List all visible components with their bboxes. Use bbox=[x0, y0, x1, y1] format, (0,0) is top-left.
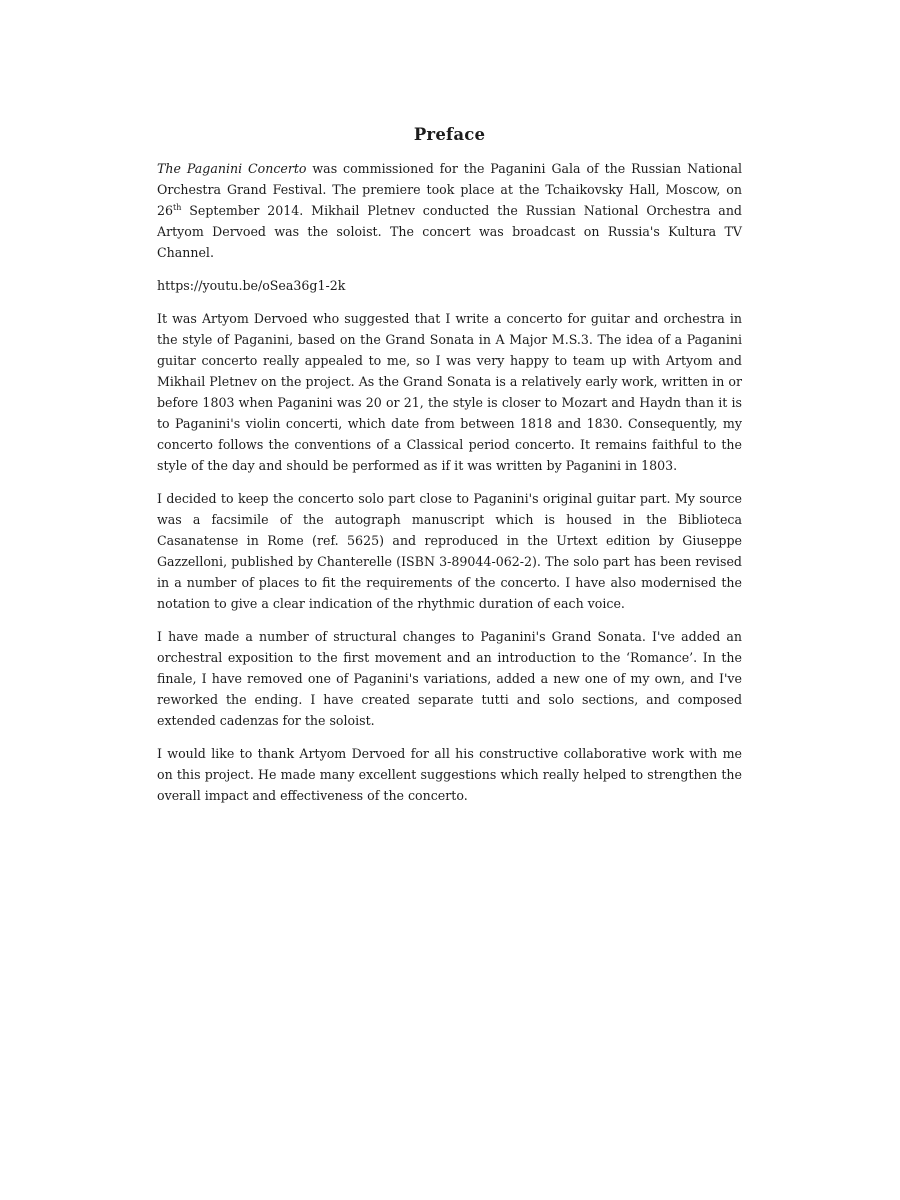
paragraph-commission bbox=[157, 159, 742, 264]
video-link[interactable]: https://youtu.be/oSea36g1-2k bbox=[157, 278, 346, 294]
page-title: Preface bbox=[413, 125, 486, 144]
document-page bbox=[157, 118, 742, 819]
paragraph-changes: I have made a number of structural changes to Paganini's Grand Sonata. I've added an orchestral exposition to the first movement and an introduction to the ‘Romance’. In the finale, I have removed one of Paganini's variations, added a new one of my own, and I've reworked the ending. I have created separate tutti and solo sections, and composed extended cadenzas for the soloist. bbox=[157, 629, 742, 728]
paragraph-source: I decided to keep the concerto solo part close to Paganini's original guitar part. My source was a facsimile of the autograph manuscript which is housed in the Biblioteca Casanatense in Rome (ref. 5625) and reproduced in the Urtext edition by Giuseppe Gazzelloni, published by Chanterelle (ISBN 3-89044-062-2). The solo part has been revised in a number of places to fit the requirements of the concerto. I have also modernised the notation to give a clear indication of the rhythmic duration of each voice. bbox=[157, 491, 742, 611]
paragraph-commission-text-a: was commissioned for the Paganini Gala of the Russian National Orchestra Grand Festival. The premiere took place at the Tchaikovsky Hall, Moscow, on 26 bbox=[157, 161, 742, 218]
ordinal-suffix: th bbox=[173, 202, 182, 212]
paragraph-commission-text-b: September 2014. Mikhail Pletnev conducted the Russian National Orchestra and Artyom Dervoed was the soloist. The concert was broadcast on Russia's Kultura TV Channel. bbox=[157, 202, 742, 260]
work-title: The Paganini Concerto bbox=[157, 161, 307, 176]
paragraph-thanks: I would like to thank Artyom Dervoed for all his constructive collaborative work with me on this project. He made many excellent suggestions which really helped to strengthen the overall impact and effectiveness of the concerto. bbox=[157, 746, 742, 803]
paragraph-origin: It was Artyom Dervoed who suggested that I write a concerto for guitar and orchestra in the style of Paganini, based on the Grand Sonata in A Major M.S.3. The idea of a Paganini guitar concerto really appealed to me, so I was very happy to team up with Artyom and Mikhail Pletnev on the project. As the Grand Sonata is a relatively early work, written in or before 1803 when Paganini was 20 or 21, the style is closer to Mozart and Haydn than it is to Paganini's violin concerti, which date from between 1818 and 1830. Consequently, my concerto follows the conventions of a Classical period concerto. It remains faithful to the style of the day and should be performed as if it was written by Paganini in 1803. bbox=[157, 311, 742, 473]
